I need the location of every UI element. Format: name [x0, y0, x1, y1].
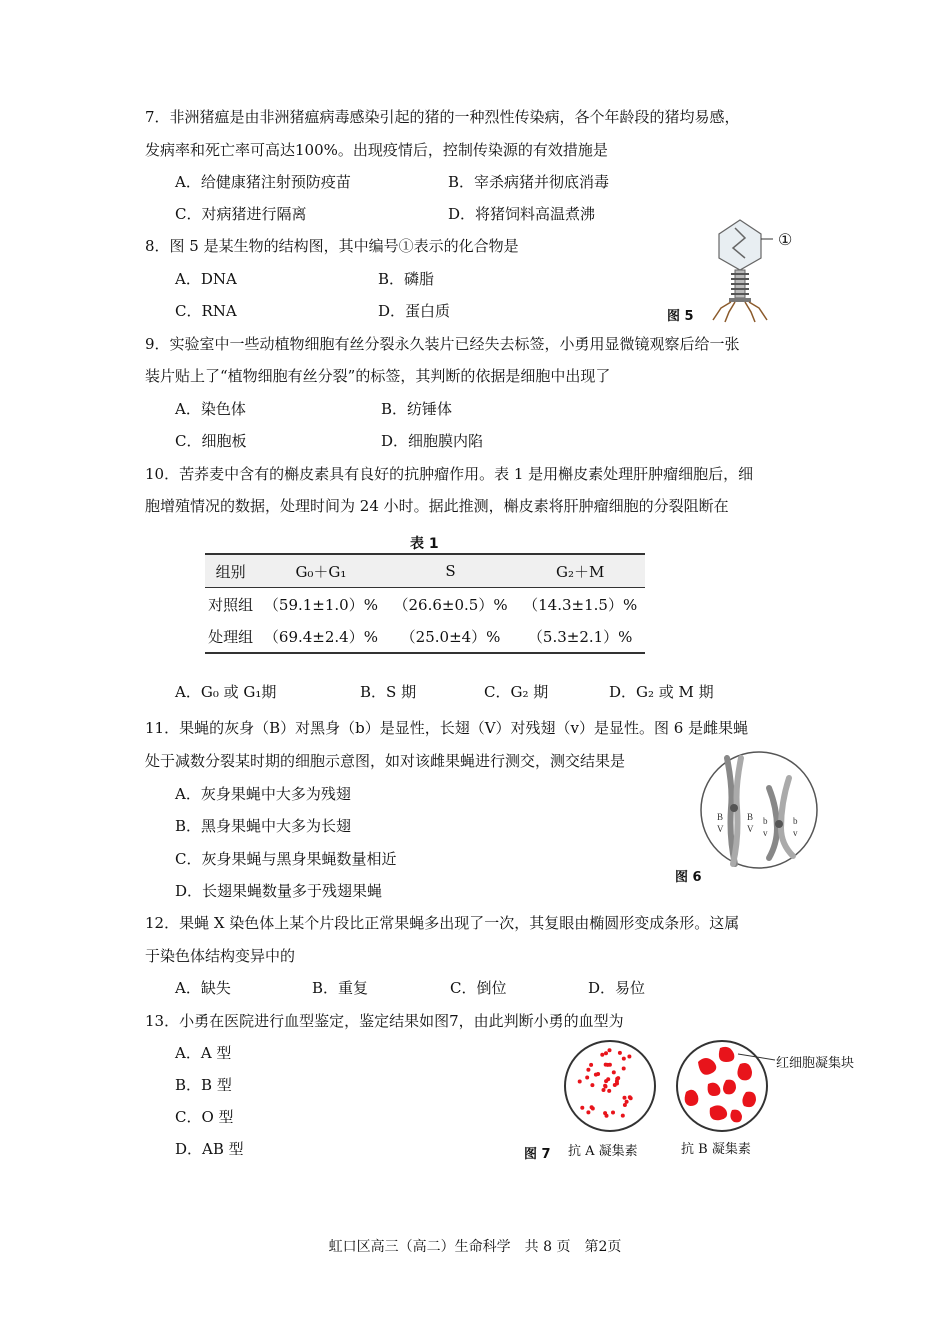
- red-blood-cell: [589, 1063, 593, 1067]
- q7-option-c: C．对病猪进行隔离: [175, 205, 307, 223]
- figure-7-blood-typing: [560, 1036, 810, 1136]
- centromere: [730, 804, 738, 812]
- table-header-cell: S: [445, 562, 456, 580]
- gene-label: v: [763, 828, 768, 838]
- q7-option-d: D．将猪饲料高温煮沸: [448, 205, 596, 223]
- table-cell: （25.0±4）%: [400, 627, 501, 646]
- red-blood-cell: [590, 1083, 594, 1087]
- fig5-marker-1: ①: [778, 230, 793, 249]
- q9-option-c: C．细胞板: [175, 432, 247, 450]
- red-blood-cell: [628, 1095, 632, 1099]
- q10-option-b: B．S 期: [360, 683, 417, 701]
- cell-outline: [701, 752, 817, 868]
- tail-fiber: [713, 302, 731, 320]
- q10-option-c: C．G₂ 期: [484, 683, 549, 701]
- q7-option-a: A．给健康猪注射预防疫苗: [175, 173, 351, 191]
- red-blood-cell: [578, 1080, 582, 1084]
- gene-label: B: [717, 812, 724, 822]
- q12-option-b: B．重复: [312, 979, 369, 997]
- fig6-label: 图 6: [675, 870, 702, 885]
- q13-option-d: D．AB 型: [175, 1140, 244, 1158]
- table-1: [205, 553, 645, 654]
- red-blood-cell: [603, 1084, 607, 1088]
- red-blood-cell: [594, 1073, 598, 1077]
- red-blood-cell: [622, 1057, 626, 1061]
- table1-title: 表 1: [410, 536, 439, 552]
- table-cell: （5.3±2.1）%: [527, 627, 633, 646]
- red-blood-cell: [625, 1100, 629, 1104]
- q12-option-d: D．易位: [588, 979, 646, 997]
- q13-option-a: A．A 型: [175, 1044, 232, 1062]
- q11-option-d: D．长翅果蝇数量多于残翅果蝇: [175, 882, 383, 900]
- red-blood-cell: [604, 1051, 608, 1055]
- q7-stem-line1: 7．非洲猪瘟是由非洲猪瘟病毒感染引起的猪的一种烈性传染病，各个年龄段的猪均易感，: [145, 108, 740, 126]
- fig7-label: 图 7: [524, 1147, 551, 1162]
- red-blood-cell: [586, 1110, 590, 1114]
- q7-option-b: B．宰杀病猪并彻底消毒: [448, 173, 610, 191]
- red-blood-cell: [606, 1077, 610, 1081]
- q9-option-a: A．染色体: [175, 400, 246, 418]
- figure-6-cell: [697, 748, 827, 872]
- q10-option-d: D．G₂ 或 M 期: [609, 683, 714, 701]
- red-blood-cell: [608, 1048, 612, 1052]
- red-blood-cell: [605, 1114, 609, 1118]
- table-header-row: [205, 554, 645, 588]
- red-blood-cell: [615, 1082, 619, 1086]
- red-blood-cell: [618, 1051, 622, 1055]
- q12-option-a: A．缺失: [175, 979, 231, 997]
- fig5-label: 图 5: [667, 309, 694, 324]
- red-blood-cell: [612, 1070, 616, 1074]
- q12-option-c: C．倒位: [450, 979, 507, 997]
- table-header-cell: G₂＋M: [556, 562, 605, 581]
- red-blood-cell: [627, 1055, 631, 1059]
- gene-label: B: [747, 812, 754, 822]
- q13-option-c: C．O 型: [175, 1108, 234, 1126]
- table-cell: （26.6±0.5）%: [393, 595, 508, 614]
- q9-stem-line1: 9．实验室中一些动植物细胞有丝分裂永久装片已经失去标签，小勇用显微镜观察后给一张: [145, 335, 740, 353]
- q13-option-b: B．B 型: [175, 1076, 232, 1094]
- q7-stem-line2: 发病率和死亡率可高达100%。出现疫情后，控制传染源的有效措施是: [145, 141, 608, 159]
- gene-label: b: [793, 816, 798, 826]
- q11-option-b: B．黑身果蝇中大多为长翅: [175, 817, 352, 835]
- q12-stem-line1: 12．果蝇 X 染色体上某个片段比正常果蝇多出现了一次，其复眼由椭圆形变成条形。这属: [145, 914, 740, 932]
- q11-option-c: C．灰身果蝇与黑身果蝇数量相近: [175, 850, 397, 868]
- red-blood-cell: [621, 1114, 625, 1118]
- gene-label: V: [747, 824, 754, 834]
- q13-stem: 13．小勇在医院进行血型鉴定，鉴定结果如图7，由此判断小勇的血型为: [145, 1012, 624, 1030]
- gene-label: b: [763, 816, 768, 826]
- q9-option-d: D．细胞膜内陷: [381, 432, 484, 450]
- red-blood-cell: [590, 1105, 594, 1109]
- anti-a-label: 抗 A 凝集素: [568, 1144, 638, 1159]
- q11-stem-line2: 处于减数分裂某时期的细胞示意图，如对该雌果蝇进行测交，测交结果是: [145, 752, 626, 770]
- q12-stem-line2: 于染色体结构变异中的: [145, 947, 296, 965]
- red-blood-cell: [607, 1089, 611, 1093]
- red-blood-cell: [606, 1063, 610, 1067]
- q8-option-b: B．磷脂: [378, 270, 435, 288]
- red-blood-cell: [623, 1096, 627, 1100]
- clump-label: 红细胞凝集块: [776, 1056, 855, 1071]
- q9-option-b: B．纺锤体: [381, 400, 453, 418]
- table-header-cell: 组别: [215, 562, 246, 581]
- q10-stem-line2: 胞增殖情况的数据，处理时间为 24 小时。据此推测，槲皮素将肝肿瘤细胞的分裂阻断在: [145, 497, 729, 515]
- red-blood-cell: [600, 1053, 604, 1057]
- q10-stem-line1: 10．苦荞麦中含有的槲皮素具有良好的抗肿瘤作用。表 1 是用槲皮素处理肝肿瘤细胞后，细: [145, 465, 754, 483]
- red-blood-cell: [611, 1111, 615, 1115]
- q8-stem: 8．图 5 是某生物的结构图，其中编号①表示的化合物是: [145, 237, 519, 255]
- gene-label: V: [717, 824, 724, 834]
- anti-b-label: 抗 B 凝集素: [681, 1142, 751, 1157]
- q8-option-d: D．蛋白质: [378, 302, 451, 320]
- q11-option-a: A．灰身果蝇中大多为残翅: [175, 785, 351, 803]
- page-footer: 虹口区高三（高二）生命科学 共 8 页 第2页: [328, 1239, 622, 1255]
- table-cell: （69.4±2.4）%: [263, 627, 378, 646]
- centromere: [775, 820, 783, 828]
- phage-head: [719, 220, 761, 270]
- q8-option-a: A．DNA: [175, 270, 237, 288]
- table-row: [205, 588, 645, 621]
- red-blood-cell: [580, 1106, 584, 1110]
- table-cell: 对照组: [208, 595, 254, 614]
- anti-a-plate: [565, 1041, 655, 1131]
- red-blood-cell: [586, 1068, 590, 1072]
- table-row: [205, 620, 645, 653]
- q9-stem-line2: 装片贴上了“植物细胞有丝分裂”的标签，其判断的依据是细胞中出现了: [145, 367, 611, 385]
- tail-fiber: [749, 302, 767, 320]
- q10-option-a: A．G₀ 或 G₁期: [175, 683, 277, 701]
- table-header-cell: G₀＋G₁: [295, 562, 347, 581]
- q8-option-c: C．RNA: [175, 302, 237, 320]
- red-blood-cell: [602, 1088, 606, 1092]
- q11-stem-line1: 11．果蝇的灰身（B）对黑身（b）是显性，长翅（V）对残翅（v）是显性。图 6 是雌果蝇: [145, 719, 749, 737]
- table-cell: （59.1±1.0）%: [263, 595, 378, 614]
- red-blood-cell: [585, 1076, 589, 1080]
- table-cell: 处理组: [208, 627, 254, 646]
- red-blood-cell: [622, 1067, 626, 1071]
- table-cell: （14.3±1.5）%: [523, 595, 638, 614]
- gene-label: v: [793, 828, 798, 838]
- phage-baseplate: [729, 298, 751, 302]
